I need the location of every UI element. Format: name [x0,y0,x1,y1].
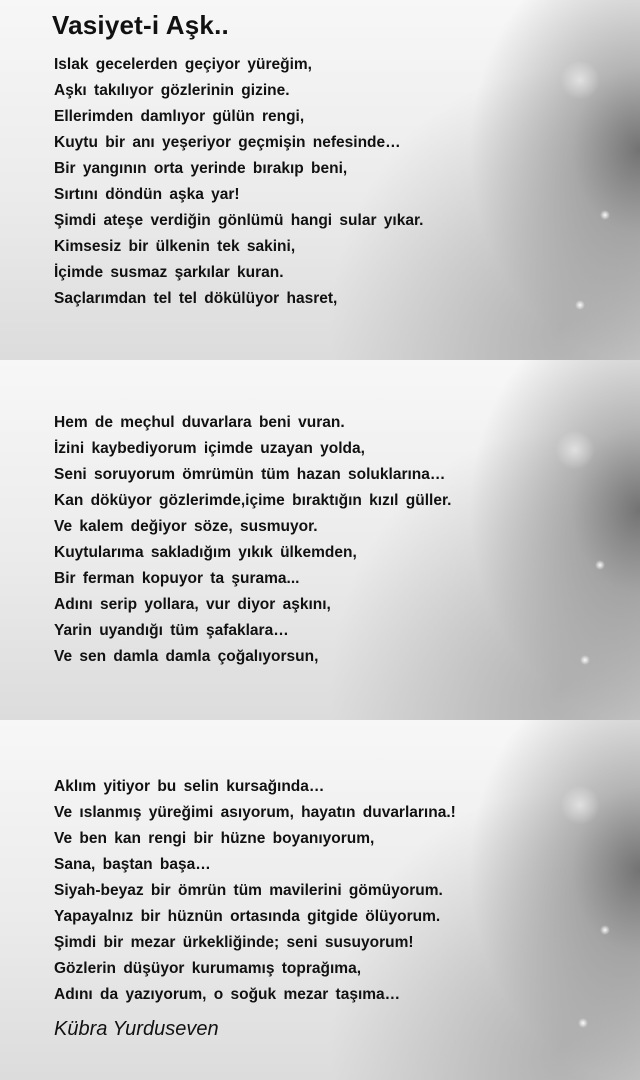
poem-line: Bir yangının orta yerinde bırakıp beni, [54,160,348,177]
sparkle-decoration [580,655,590,665]
sparkle-decoration [555,430,595,470]
poem-line: Ve ben kan rengi bir hüzne boyanıyorum, [54,830,375,847]
sparkle-decoration [575,300,585,310]
poem-line: Kimsesiz bir ülkenin tek sakini, [54,238,296,255]
poem-line: Sırtını döndün aşka yar! [54,186,240,203]
poem-title: Vasiyet-i Aşk.. [52,10,229,40]
poem-line: Saçlarımdan tel tel dökülüyor hasret, [54,290,338,307]
poem-line: Kuytu bir anı yeşeriyor geçmişin nefesinde… [54,134,401,151]
stanza-1 [54,52,423,312]
sparkle-decoration [600,925,610,935]
author-signature: Kübra Yurduseven [54,1018,219,1040]
sparkle-decoration [595,560,605,570]
poem-line: Ve ıslanmış yüreğimi asıyorum, hayatın duvarlarına.! [54,804,456,821]
poem-line: Aklım yitiyor bu selin kursağında… [54,778,325,795]
stanza-3 [54,774,456,1008]
poem-panel-3 [0,720,640,1080]
stanza-2 [54,410,451,670]
sparkle-decoration [560,785,600,825]
poem-line: Yapayalnız bir hüznün ortasında gitgide ölüyorum. [54,908,441,925]
poem-line: Ve sen damla damla çoğalıyorsun, [54,648,319,665]
poem-line: Adını da yazıyorum, o soğuk mezar taşıma… [54,986,401,1003]
poem-line: Yarin uyandığı tüm şafaklara… [54,622,289,639]
poem-line: Gözlerin düşüyor kurumamış toprağıma, [54,960,362,977]
poem-line: Siyah-beyaz bir ömrün tüm mavilerini gömüyorum. [54,882,443,899]
poem-line: Adını serip yollara, vur diyor aşkını, [54,596,331,613]
sparkle-decoration [578,1018,588,1028]
poem-line: Aşkı takılıyor gözlerinin gizine. [54,82,290,99]
poem-line: İzini kaybediyorum içimde uzayan yolda, [54,440,365,457]
poem-line: Kan döküyor gözlerimde,içime bıraktığın kızıl güller. [54,492,452,509]
sparkle-decoration [560,60,600,100]
poem-line: İçimde susmaz şarkılar kuran. [54,264,284,281]
poem-line: Hem de meçhul duvarlara beni vuran. [54,414,345,431]
poem-line: Islak gecelerden geçiyor yüreğim, [54,56,312,73]
poem-line: Şimdi bir mezar ürkekliğinde; seni susuyorum! [54,934,414,951]
poem-line: Bir ferman kopuyor ta şurama... [54,570,300,587]
poem-line: Seni soruyorum ömrümün tüm hazan soluklarına… [54,466,446,483]
poem-panel-1 [0,0,640,360]
poem-panel-2 [0,360,640,720]
poem-line: Ellerimden damlıyor gülün rengi, [54,108,305,125]
poem-line: Ve kalem değiyor söze, susmuyor. [54,518,318,535]
poem-line: Sana, baştan başa… [54,856,211,873]
poem-line: Şimdi ateşe verdiğin gönlümü hangi sular yıkar. [54,212,424,229]
sparkle-decoration [600,210,610,220]
poem-line: Kuytularıma sakladığım yıkık ülkemden, [54,544,357,561]
